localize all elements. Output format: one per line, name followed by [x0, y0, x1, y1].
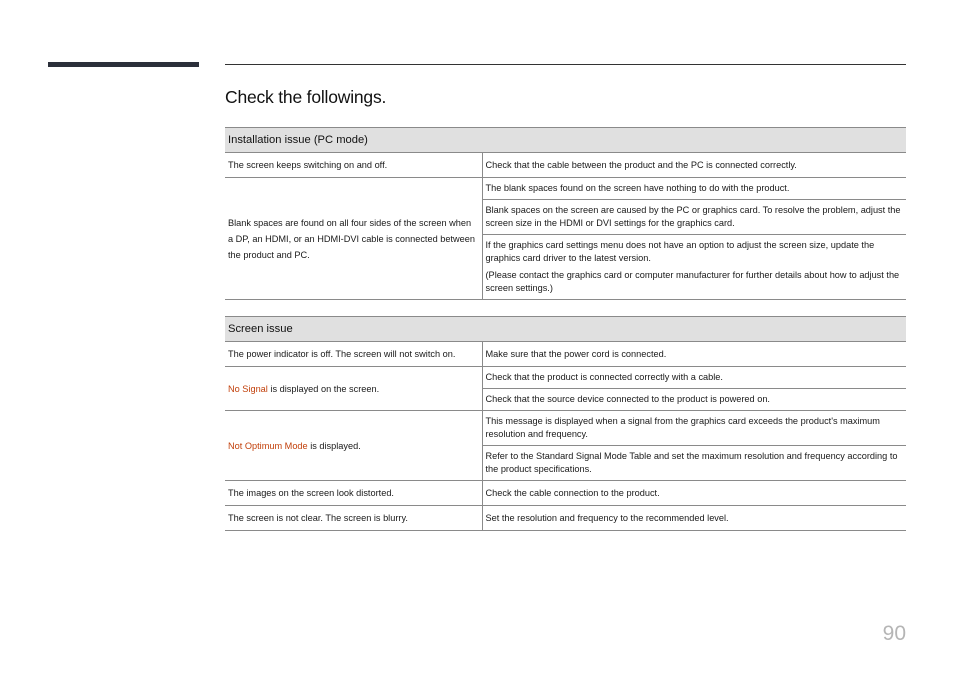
screen-issue-header: Screen issue — [225, 317, 906, 342]
installation-issue-table — [225, 127, 906, 300]
cause-cell: The screen is not clear. The screen is blurry. — [225, 506, 482, 531]
screen-issue-table — [225, 316, 906, 531]
solution-cell: Blank spaces on the screen are caused by the PC or graphics card. To resolve the problem, adjust the screen size in the HDMI or DVI settings for the graphics card. — [482, 200, 906, 235]
solution-note: (Please contact the graphics card or computer manufacturer for further details about how to adjust the screen settings.) — [485, 270, 900, 293]
cause-text: is displayed on the screen. — [267, 383, 380, 394]
solution-cell: The blank spaces found on the screen have nothing to do with the product. — [482, 178, 906, 200]
cause-cell — [225, 411, 482, 481]
table-header-row — [225, 128, 906, 153]
cause-cell: Blank spaces are found on all four sides of the screen when a DP, an HDMI, or an HDMI-DVI cable is connected between the product and PC. — [225, 178, 482, 300]
solution-cell: Check that the source device connected to the product is powered on. — [482, 389, 906, 411]
top-divider — [225, 64, 906, 65]
table-row — [225, 506, 906, 531]
section-marker-bar — [48, 62, 199, 67]
cause-cell: The screen keeps switching on and off. — [225, 153, 482, 178]
solution-cell: Check the cable connection to the product. — [482, 481, 906, 506]
solution-cell: Check that the product is connected correctly with a cable. — [482, 367, 906, 389]
solution-cell: Set the resolution and frequency to the recommended level. — [482, 506, 906, 531]
no-signal-message-name: No Signal — [228, 383, 268, 394]
cause-cell: The power indicator is off. The screen will not switch on. — [225, 342, 482, 367]
page-number: 90 — [882, 622, 906, 645]
solution-cell: This message is displayed when a signal from the graphics card exceeds the product's maximum resolution and frequency. — [482, 411, 906, 446]
table-row — [225, 342, 906, 367]
cause-cell — [225, 367, 482, 411]
not-optimum-mode-message-name: Not Optimum Mode — [228, 440, 308, 451]
table-row — [225, 481, 906, 506]
table-row — [225, 411, 906, 446]
cause-cell: The images on the screen look distorted. — [225, 481, 482, 506]
solution-paragraph: If the graphics card settings menu does not have an option to adjust the screen size, update the graphics card driver to the latest version. — [485, 240, 875, 263]
table-row — [225, 367, 906, 389]
table-header-row — [225, 317, 906, 342]
table-row — [225, 178, 906, 200]
solution-cell — [482, 235, 906, 300]
table-row — [225, 153, 906, 178]
solution-cell: Check that the cable between the product and the PC is connected correctly. — [482, 153, 906, 178]
solution-cell: Refer to the Standard Signal Mode Table and set the maximum resolution and frequency according to the product specifications. — [482, 446, 906, 481]
page-title: Check the followings. — [225, 87, 387, 107]
solution-cell: Make sure that the power cord is connected. — [482, 342, 906, 367]
cause-text: is displayed. — [307, 440, 361, 451]
installation-issue-header: Installation issue (PC mode) — [225, 128, 906, 153]
